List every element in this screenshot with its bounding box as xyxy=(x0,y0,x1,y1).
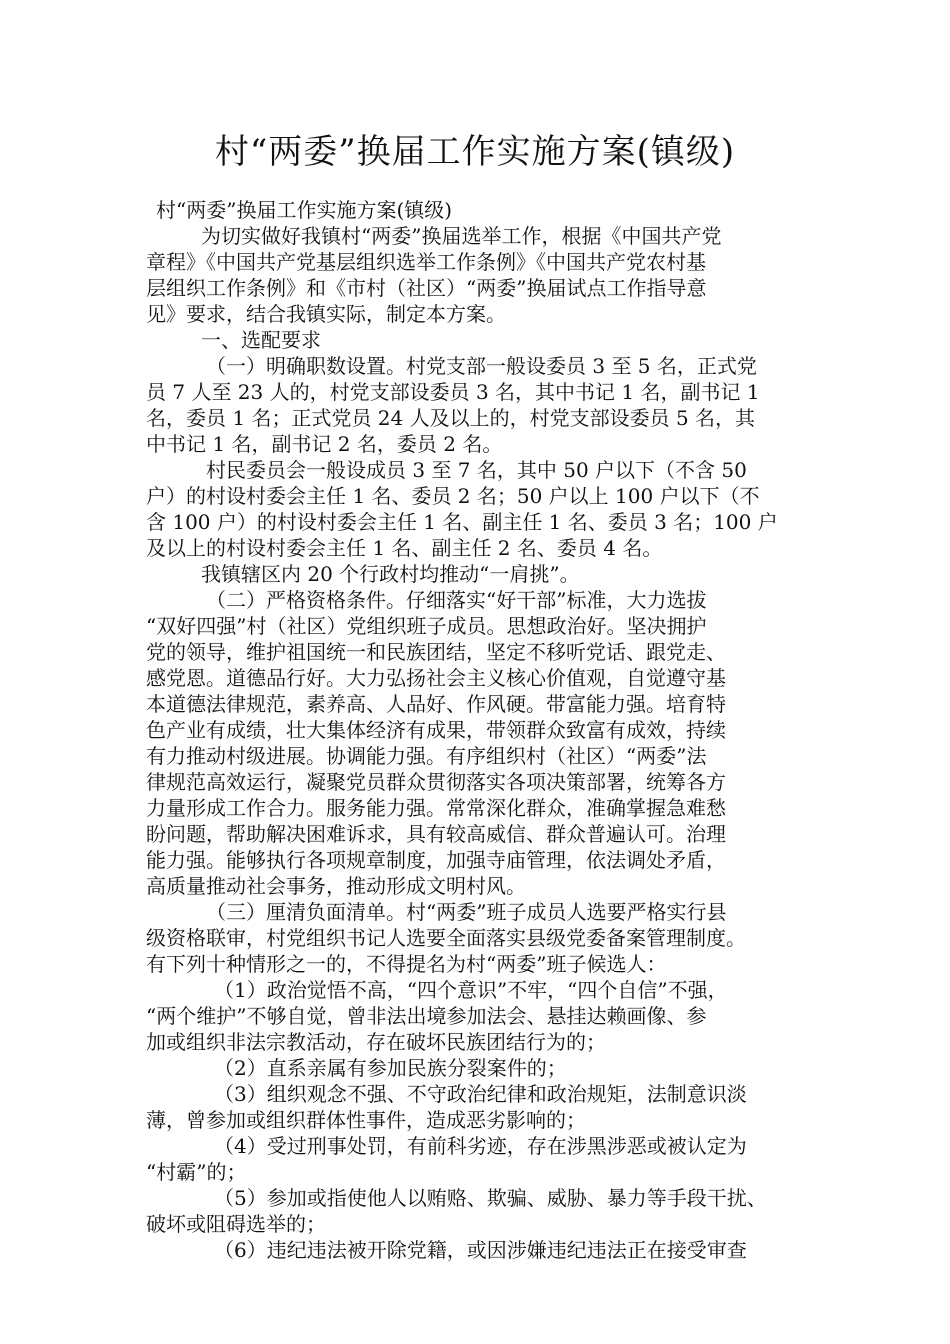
text-line: 党的领导，维护祖国统一和民族团结，坚定不移听党话、跟党走、 xyxy=(146,640,726,664)
text-line: 章程》《中国共产党基层组织选举工作条例》《中国共产党农村基 xyxy=(146,250,706,274)
text-line: （4）受过刑事处罚，有前科劣迹，存在涉黑涉恶或被认定为 xyxy=(214,1134,747,1158)
document-body xyxy=(146,197,826,1263)
text-line: 高质量推动社会事务，推动形成文明村风。 xyxy=(146,874,526,898)
text-line: 村民委员会一般设成员 3 至 7 名，其中 50 户以下（不含 50 xyxy=(206,458,747,482)
text-line: 员 7 人至 23 人的，村党支部设委员 3 名，其中书记 1 名，副书记 1 xyxy=(146,380,760,404)
document-title: 村“两委”换届工作实施方案(镇级) xyxy=(214,132,736,172)
text-line: 见》要求，结合我镇实际，制定本方案。 xyxy=(146,302,506,326)
text-line: （一）明确职数设置。村党支部一般设委员 3 至 5 名，正式党 xyxy=(206,354,757,378)
text-line: （6）违纪违法被开除党籍，或因涉嫌违纪违法正在接受审查 xyxy=(214,1238,747,1262)
text-line: （三）厘清负面清单。村“两委”班子成员人选要严格实行县 xyxy=(206,900,727,924)
text-line: （5）参加或指使他人以贿赂、欺骗、威胁、暴力等手段干扰、 xyxy=(214,1186,767,1210)
text-line: 层组织工作条例》和《市村（社区）“两委”换届试点工作指导意 xyxy=(146,276,707,300)
text-line: 含 100 户）的村设村委会主任 1 名、副主任 1 名、委员 3 名；100 户 xyxy=(146,510,778,534)
text-line: 有力推动村级进展。协调能力强。有序组织村（社区）“两委”法 xyxy=(146,744,707,768)
text-line: 村“两委”换届工作实施方案(镇级) xyxy=(156,198,453,222)
text-line: 力量形成工作合力。服务能力强。常常深化群众，准确掌握急难愁 xyxy=(146,796,726,820)
text-line: 色产业有成绩，壮大集体经济有成果，带领群众致富有成效，持续 xyxy=(146,718,726,742)
text-line: 感党恩。道德品行好。大力弘扬社会主义核心价值观，自觉遵守基 xyxy=(146,666,726,690)
text-line: 破坏或阻碍选举的； xyxy=(146,1212,326,1236)
text-line: 我镇辖区内 20 个行政村均推动“一肩挑”。 xyxy=(201,562,580,586)
text-line: （1）政治觉悟不高，“四个意识”不牢，“四个自信”不强， xyxy=(214,978,728,1002)
text-line: 为切实做好我镇村“两委”换届选举工作，根据《中国共产党 xyxy=(201,224,722,248)
text-line: 盼问题，帮助解决困难诉求，具有较高威信、群众普遍认可。治理 xyxy=(146,822,726,846)
text-line: 中书记 1 名，副书记 2 名，委员 2 名。 xyxy=(146,432,503,456)
text-line: 能力强。能够执行各项规章制度，加强寺庙管理，依法调处矛盾， xyxy=(146,848,726,872)
text-line: 薄，曾参加或组织群体性事件，造成恶劣影响的； xyxy=(146,1108,586,1132)
text-line: 本道德法律规范，素养高、人品好、作风硬。带富能力强。培育特 xyxy=(146,692,726,716)
text-line: “村霸”的； xyxy=(146,1160,247,1184)
text-line: 有下列十种情形之一的，不得提名为村“两委”班子候选人： xyxy=(146,952,667,976)
text-line: “两个维护”不够自觉，曾非法出境参加法会、悬挂达赖画像、参 xyxy=(146,1004,707,1028)
text-line: 一、选配要求 xyxy=(201,328,321,352)
text-line: 加或组织非法宗教活动，存在破坏民族团结行为的； xyxy=(146,1030,606,1054)
text-line: 名，委员 1 名；正式党员 24 人及以上的，村党支部设委员 5 名，其 xyxy=(146,406,756,430)
text-line: 律规范高效运行，凝聚党员群众贯彻落实各项决策部署，统筹各方 xyxy=(146,770,726,794)
text-line: （3）组织观念不强、不守政治纪律和政治规矩，法制意识淡 xyxy=(214,1082,747,1106)
text-line: （二）严格资格条件。仔细落实“好干部”标准，大力选拔 xyxy=(206,588,707,612)
text-line: 户）的村设村委会主任 1 名、委员 2 名；50 户以上 100 户以下（不 xyxy=(146,484,760,508)
text-line: “双好四强”村（社区）党组织班子成员。思想政治好。坚决拥护 xyxy=(146,614,707,638)
text-line: 及以上的村设村委会主任 1 名、副主任 2 名、委员 4 名。 xyxy=(146,536,663,560)
text-line: 级资格联审，村党组织书记人选要全面落实县级党委备案管理制度。 xyxy=(146,926,746,950)
text-line: （2）直系亲属有参加民族分裂案件的； xyxy=(214,1056,567,1080)
